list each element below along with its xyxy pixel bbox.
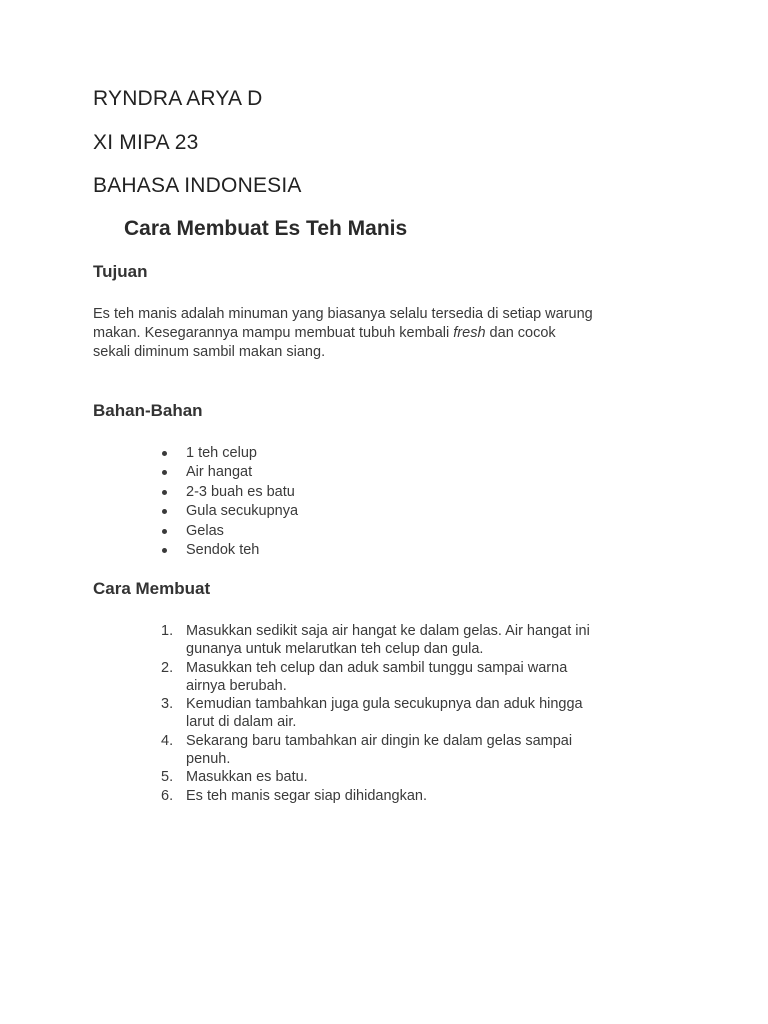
tujuan-line-1: Es teh manis adalah minuman yang biasanya selalu tersedia di setiap warung (93, 306, 593, 322)
bahan-item (160, 444, 298, 463)
document-title: Cara Membuat Es Teh Manis (124, 217, 408, 240)
bahan-list (160, 444, 298, 560)
tujuan-line-2-end: dan cocok (485, 325, 556, 341)
step-text-line: airnya berubah. (186, 677, 287, 694)
step-item (158, 695, 590, 731)
tujuan-paragraph (93, 305, 693, 362)
step-item (158, 659, 590, 695)
step-item (158, 622, 590, 658)
step-item (158, 768, 590, 786)
step-text-line: Es teh manis segar siap dihidangkan. (186, 787, 428, 804)
step-text-line: penuh. (186, 750, 231, 767)
bahan-item-label: Gelas (186, 522, 224, 539)
step-text-line: Masukkan sedikit saja air hangat ke dalam gelas. Air hangat ini (186, 623, 590, 639)
step-number: 3. (161, 696, 174, 713)
step-number: 2. (161, 659, 174, 676)
step-text-line: Masukkan es batu. (186, 769, 308, 786)
bahan-item-label: 2-3 buah es batu (186, 483, 295, 500)
bullet-icon (162, 529, 167, 534)
step-number: 1. (161, 623, 174, 639)
tujuan-line-2 (93, 324, 693, 343)
bahan-item-label: Sendok teh (186, 541, 260, 558)
step-text-line: gunanya untuk melarutkan teh celup dan gula. (186, 641, 484, 657)
step-text-line: Kemudian tambahkan juga gula secukupnya dan aduk hingga (186, 696, 583, 713)
bahan-item (160, 463, 298, 482)
bahan-item (160, 522, 298, 541)
bahan-item-label: Gula secukupnya (186, 503, 299, 520)
step-item (158, 787, 590, 805)
tujuan-italic-word: fresh (453, 325, 486, 341)
bullet-icon (162, 470, 167, 475)
step-number: 6. (161, 787, 174, 804)
bahan-item (160, 502, 298, 521)
bullet-icon (162, 548, 167, 553)
bahan-item-label: Air hangat (186, 464, 253, 481)
bahan-item (160, 541, 298, 560)
step-text-line: larut di dalam air. (186, 714, 297, 731)
cara-heading: Cara Membuat (93, 579, 211, 598)
bahan-item-label: 1 teh celup (186, 445, 257, 461)
step-number: 5. (161, 769, 174, 786)
steps-list (158, 622, 590, 806)
bullet-icon (162, 451, 167, 456)
class-label: XI MIPA 23 (93, 131, 199, 154)
author-name: RYNDRA ARYA D (93, 87, 263, 110)
bahan-heading: Bahan-Bahan (93, 401, 203, 420)
bahan-item (160, 483, 298, 502)
step-text-line: Masukkan teh celup dan aduk sambil tunggu sampai warna (186, 659, 568, 676)
step-text-line: Sekarang baru tambahkan air dingin ke dalam gelas sampai (186, 732, 573, 749)
tujuan-line-3: sekali diminum sambil makan siang. (93, 344, 326, 360)
bullet-icon (162, 509, 167, 514)
tujuan-line-2-start: makan. Kesegarannya mampu membuat tubuh kembali (93, 325, 454, 341)
subject-label: BAHASA INDONESIA (93, 174, 302, 197)
step-number: 4. (161, 732, 174, 749)
tujuan-heading: Tujuan (93, 262, 148, 281)
bullet-icon (162, 490, 167, 495)
step-item (158, 732, 590, 768)
